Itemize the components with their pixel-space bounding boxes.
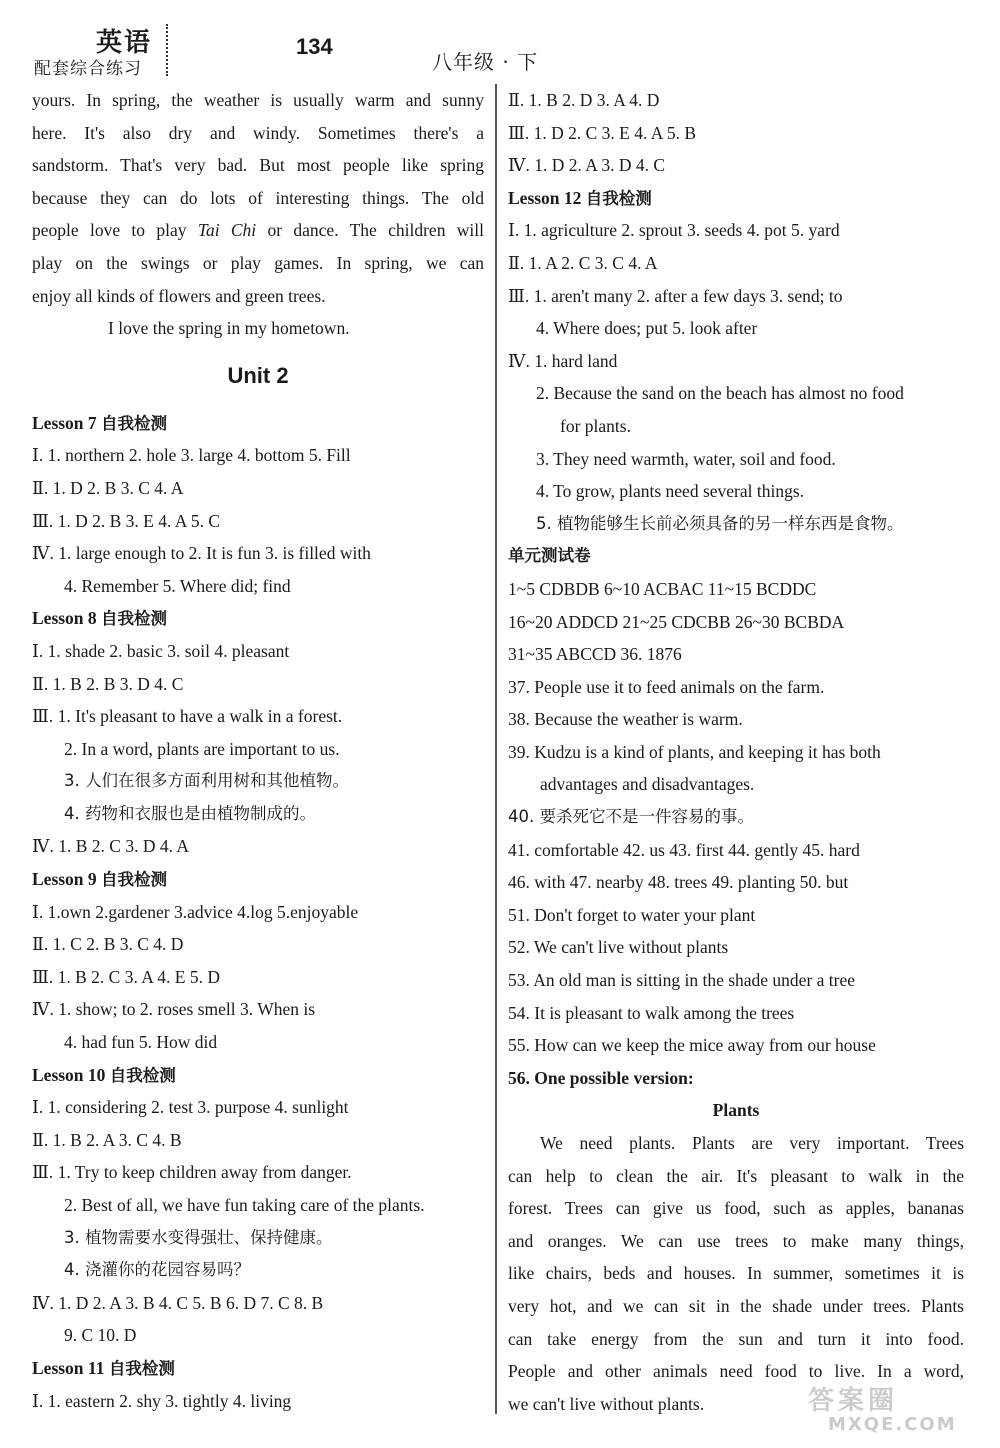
answer-line: 2. Because the sand on the beach has almost no food [536,383,904,404]
lesson-title: Lesson 9 [32,869,97,890]
essay-text: people love to play [32,220,198,241]
answer-line: 55. How can we keep the mice away from our house [508,1035,876,1056]
essay-closing: I love the spring in my hometown. [108,318,350,339]
answer-line: 52. We can't live without plants [508,937,729,958]
answer-line: 31~35 ABCCD 36. 1876 [508,644,682,665]
right-column [508,84,964,1420]
answer-line: 54. It is pleasant to walk among the trees [508,1002,795,1023]
answer-line: 3. They need warmth, water, soil and food. [536,448,836,469]
logo-dotted-divider [166,24,170,76]
lesson-heading [32,1352,484,1385]
answer-line: Ⅳ. 1. D 2. A 3. D 4. C [508,155,666,176]
answer-line: Ⅱ. 1. B 2. D 3. A 4. D [508,90,660,110]
answer-line: Ⅰ. 1. considering 2. test 3. purpose 4. sunlight [32,1097,349,1118]
lesson-title-cn: 自我检测 [101,413,168,433]
essay-line [32,214,484,247]
essay-line: like chairs, beds and houses. In summer, sometimes it is [508,1263,964,1284]
essay-text: or dance. The children will [256,220,484,241]
lesson-title-cn: 自我检测 [101,870,168,890]
lesson-title-cn: 自我检测 [101,609,168,629]
answer-line: 3. 植物需要水变得强壮、保持健康。 [64,1227,333,1247]
answer-line: 39. Kudzu is a kind of plants, and keeping it has both [508,741,881,762]
essay-line: because they can do lots of interesting things. The old [32,187,484,208]
answer-line: 4. 浇灌你的花园容易吗？ [64,1260,250,1280]
site-watermark [808,1380,978,1440]
essay-line: enjoy all kinds of flowers and green trees. [32,285,326,306]
lesson-heading [32,602,484,635]
answer-line: 40. 要杀死它不是一件容易的事。 [508,807,754,827]
essay-line: play on the swings or play games. In spring, we can [32,252,484,273]
lesson-title: Lesson 8 [32,608,97,629]
section-heading: 单元测试卷 [508,546,591,566]
answer-line: for plants. [560,415,631,436]
essay-line: sandstorm. That's very bad. But most people like spring [32,155,484,176]
lesson-title-cn: 自我检测 [585,188,652,208]
answer-line: Ⅲ. 1. D 2. B 3. E 4. A 5. C [32,510,221,531]
essay-line: can help to clean the air. It's pleasant to walk in the [508,1165,964,1186]
answer-line: Ⅳ. 1. large enough to 2. It is fun 3. is filled with [32,543,371,564]
answer-line: 4. Where does; put 5. look after [536,318,758,339]
answer-line: 4. 药物和衣服也是由植物制成的。 [64,803,316,823]
answer-line: Ⅲ. 1. D 2. C 3. E 4. A 5. B [508,122,697,143]
answer-line: Ⅱ. 1. A 2. C 3. C 4. A [508,252,658,273]
answer-line: 4. To grow, plants need several things. [536,481,805,502]
answer-line: 56. One possible version: [508,1067,694,1088]
essay-title: Plants [712,1100,760,1121]
lesson-heading [32,1059,484,1092]
answer-line: 2. In a word, plants are important to us. [64,738,340,759]
answer-line: 51. Don't forget to water your plant [508,904,756,925]
answer-line: 41. comfortable 42. us 43. first 44. gently 45. hard [508,839,860,860]
answer-line: 2. Best of all, we have fun taking care of the plants. [64,1195,425,1215]
answer-line: 9. C 10. D [64,1325,137,1346]
essay-line: People and other animals need food to live. In a word, [508,1361,964,1382]
essay-line: and oranges. We can use trees to make many things, [508,1230,964,1251]
left-column [32,84,484,1417]
watermark-top: 答案圈 [808,1386,899,1416]
answer-line: Ⅱ. 1. D 2. B 3. C 4. A [32,477,184,498]
answer-line: 38. Because the weather is warm. [508,709,743,730]
unit-title: Unit 2 [227,362,289,388]
answer-line: 5. 植物能够生长前必须具备的另一样东西是食物。 [536,513,904,533]
logo-title: 英语 [96,28,153,58]
answer-line: Ⅲ. 1. Try to keep children away from danger. [32,1162,352,1183]
answer-line: 4. Remember 5. Where did; find [64,575,291,596]
answer-line: 16~20 ADDCD 21~25 CDCBB 26~30 BCBDA [508,611,845,632]
answer-line: Ⅱ. 1. B 2. B 3. D 4. C [32,673,184,694]
watermark-bottom: MXQE.COM [828,1414,957,1435]
answer-line: Ⅱ. 1. C 2. B 3. C 4. D [32,934,184,955]
essay-line: we can't live without plants. [508,1393,705,1414]
lesson-heading [32,863,484,896]
answer-line: 3. 人们在很多方面利用树和其他植物。 [64,771,349,791]
answer-line: Ⅰ. 1. northern 2. hole 3. large 4. bottom 5. Fill [32,445,351,466]
essay-line: forest. Trees can give us food, such as apples, bananas [508,1198,964,1219]
answer-line: Ⅰ. 1. eastern 2. shy 3. tightly 4. living [32,1390,292,1411]
lesson-title: Lesson 10 [32,1064,106,1085]
answer-line: Ⅲ. 1. It's pleasant to have a walk in a forest. [32,706,343,727]
answer-line: Ⅳ. 1. hard land [508,350,618,371]
essay-line: can take energy from the sun and turn it into food. [508,1328,964,1349]
lesson-title: Lesson 12 [508,187,582,208]
book-logo [34,20,184,78]
lesson-title-cn: 自我检测 [109,1065,176,1085]
logo-subtitle: 配套综合练习 [34,59,142,79]
page-number: 134 [296,34,333,59]
answer-line: 37. People use it to feed animals on the farm. [508,676,825,697]
answer-line: Ⅲ. 1. B 2. C 3. A 4. E 5. D [32,966,221,987]
grade-label: 八年级 · 下 [432,50,539,74]
lesson-heading [32,407,484,440]
answer-line: 46. with 47. nearby 48. trees 49. planting 50. but [508,872,849,893]
answer-line: Ⅲ. 1. aren't many 2. after a few days 3. send; to [508,285,843,306]
page-header [0,0,1000,82]
answer-line: Ⅰ. 1. shade 2. basic 3. soil 4. pleasant [32,640,290,661]
lesson-heading [508,182,964,215]
essay-italic-term: Tai Chi [197,220,257,241]
answer-line: Ⅳ. 1. D 2. A 3. B 4. C 5. B 6. D 7. C 8. B [32,1292,324,1313]
essay-line: yours. In spring, the weather is usually warm and sunny [32,90,484,110]
lesson-title-cn: 自我检测 [108,1358,175,1378]
answer-line: advantages and disadvantages. [540,774,755,795]
answer-line: 1~5 CDBDB 6~10 ACBAC 11~15 BCDDC [508,578,817,599]
essay-line: We need plants. Plants are very important. Trees [540,1133,964,1153]
essay-line: very hot, and we can sit in the shade under trees. Plants [508,1295,964,1316]
answer-line: Ⅱ. 1. B 2. A 3. C 4. B [32,1129,182,1150]
answer-line: Ⅳ. 1. show; to 2. roses smell 3. When is [32,999,316,1020]
lesson-title: Lesson 7 [32,412,97,433]
lesson-title: Lesson 11 [32,1357,105,1378]
answer-line: 53. An old man is sitting in the shade under a tree [508,970,856,991]
essay-line: here. It's also dry and windy. Sometimes there's a [32,122,484,143]
answer-line: Ⅳ. 1. B 2. C 3. D 4. A [32,836,190,857]
answer-line: 4. had fun 5. How did [64,1032,218,1053]
answer-line: Ⅰ. 1. agriculture 2. sprout 3. seeds 4. pot 5. yard [508,220,840,241]
answer-line: Ⅰ. 1.own 2.gardener 3.advice 4.log 5.enjoyable [32,901,359,922]
column-divider [495,84,497,1414]
